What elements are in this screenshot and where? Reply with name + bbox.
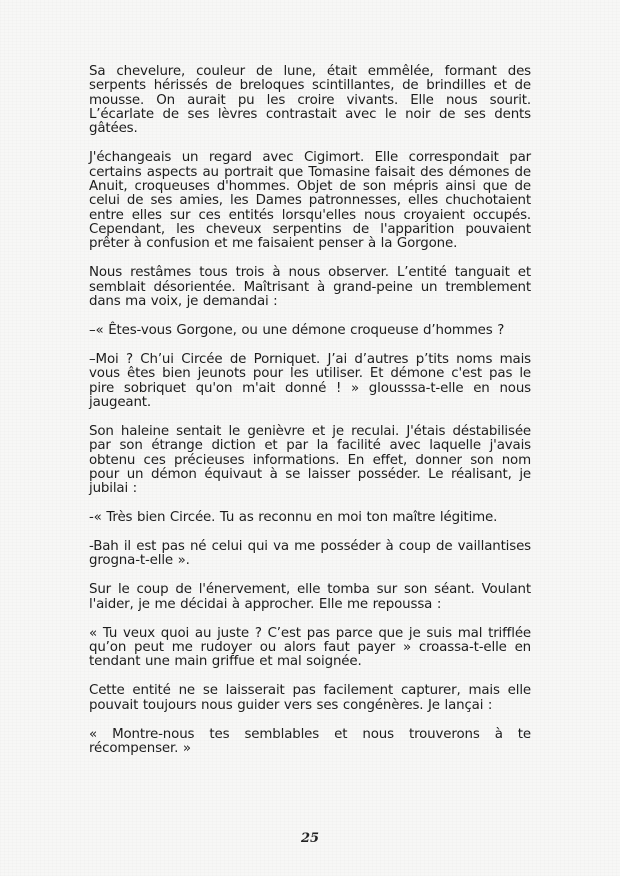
paragraph: Cette entité ne se laisserait pas facilement capturer, mais elle pouvait toujours nous guider vers ses congénères. Je lançai : — [89, 683, 531, 713]
dialogue-paragraph: « Montre-nous tes semblables et nous trouverons à te récompenser. » — [89, 726, 531, 756]
page-body — [89, 65, 531, 771]
paragraph: Son haleine sentait le genièvre et je reculai. J'étais déstabilisée par son étrange diction et par la facilité avec laquelle j'avais obtenu ces précieuses informations. En effet, donner son nom pour un démon équivaut à se laisser posséder. Le réalisant, je jubilai : — [89, 423, 531, 497]
paragraph: J'échangeais un regard avec Cigimort. Elle correspondait par certains aspects au portrait que Tomasine faisait des démones de Anuit, croqueuses d'hommes. Objet de son mépris ainsi que de celui de ses amies, les Dames patronnesses, elles chuchotaient entre elles sur ces entités lorsqu'elles nous croyaient occupés. Cependant, les cheveux serpentins de l'apparition pouvaient prêter à confusion et me faisaient penser à la Gorgone. — [89, 150, 531, 252]
dialogue-paragraph: -« Très bien Circée. Tu as reconnu en moi ton maître légitime. — [89, 510, 498, 526]
page-number: 25 — [300, 831, 320, 846]
dialogue-paragraph: « Tu veux quoi au juste ? C’est pas parce que je suis mal trifflée qu’on peut me rudoyer ou alors faut payer » croassa-t-elle en tendant une main griffue et mal soignée. — [89, 625, 531, 670]
paragraph: Sa chevelure, couleur de lune, était emmêlée, formant des serpents hérissés de breloques scintillantes, de brindilles et de mousse. On aurait pu les croire vivants. Elle nous sourit. L’écarlate de ses lèvres contrastait avec le noir de ses dents gâtées. — [89, 64, 531, 137]
paragraph: Sur le coup de l'énervement, elle tomba sur son séant. Voulant l'aider, je me décidai à approcher. Elle me repoussa : — [89, 582, 531, 612]
paragraph: Nous restâmes tous trois à nous observer. L’entité tanguait et semblait désorientée. Maîtrisant à grand-peine un tremblement dans ma voix, je demandai : — [89, 265, 531, 309]
dialogue-paragraph: -Bah il est pas né celui qui va me posséder à coup de vaillantises grogna-t-elle ». — [89, 539, 531, 569]
dialogue-paragraph: –Moi ? Ch’ui Circée de Porniquet. J’ai d’autres p’tits noms mais vous êtes bien jeunots pour les utiliser. Et démone c'est pas le pire sobriquet qu'on m'ait donné ! » glousssa-t-elle en nous jaugeant. — [89, 351, 531, 410]
dialogue-paragraph: –« Êtes-vous Gorgone, ou une démone croqueuse d’hommes ? — [89, 322, 505, 338]
